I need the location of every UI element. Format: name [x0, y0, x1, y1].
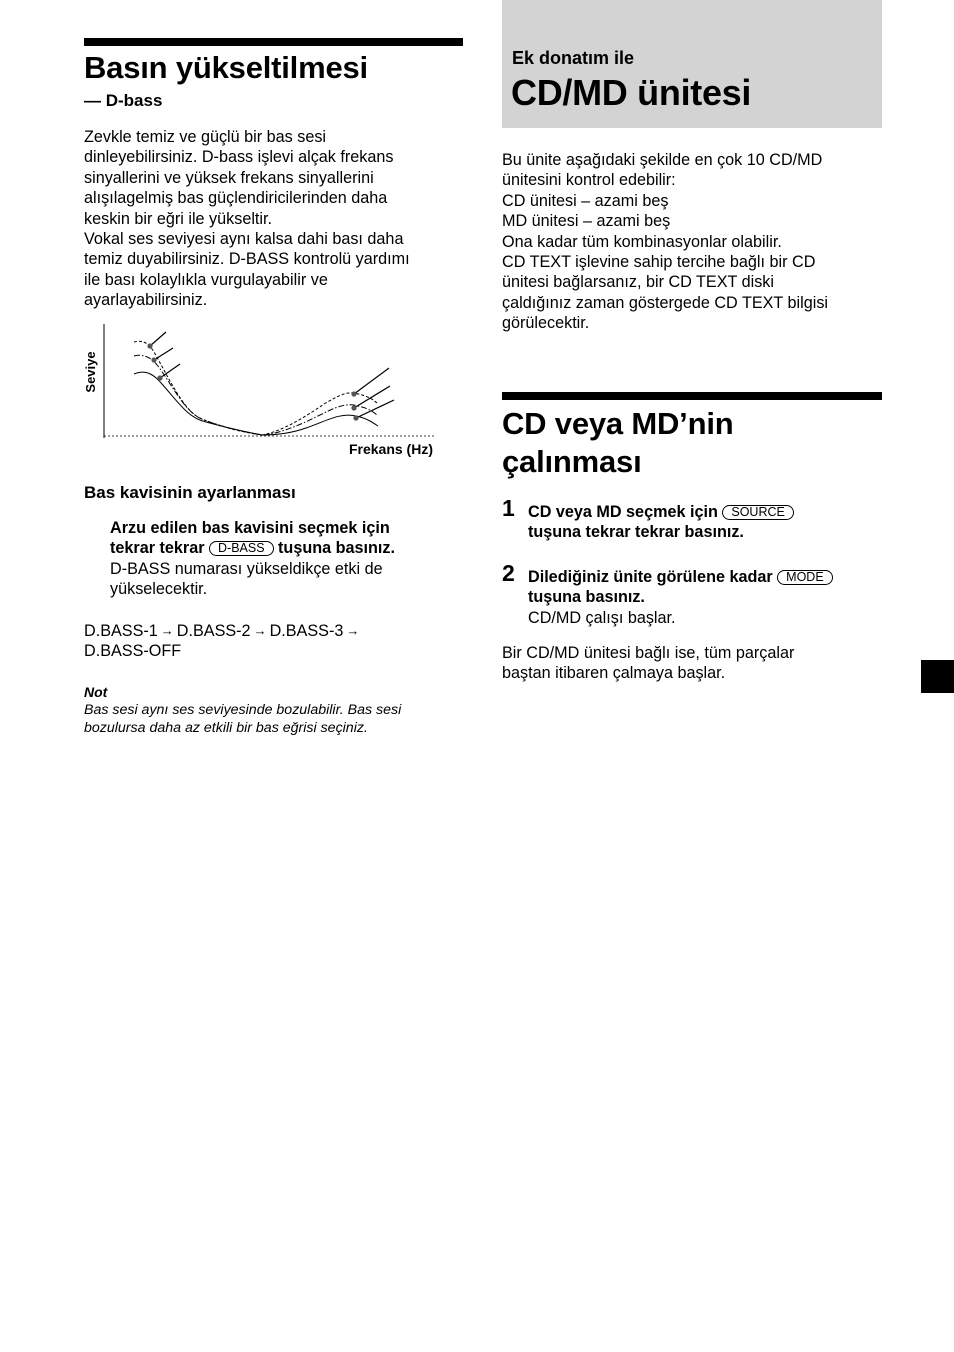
intro-line: sinyallerini ve yüksek frekans sinyallerini — [84, 168, 374, 187]
sequence-item: D.BASS-3 — [269, 622, 344, 640]
intro-line: dinleyebilirsiniz. D-bass işlevi alçak frekans — [84, 148, 394, 167]
step-number: 1 — [502, 495, 515, 521]
dbass-key: D-BASS — [209, 541, 274, 556]
curve-marker — [157, 375, 162, 380]
dbass-curve-diagram — [78, 318, 458, 463]
intro-line: Vokal ses seviyesi aynı kalsa dahi bası daha — [84, 230, 404, 249]
intro-line: ünitesi bağlarsanız, bir CD TEXT diski — [502, 273, 775, 292]
section-title-line: çalınması — [502, 444, 642, 479]
section-title-line: CD veya MD’nin — [502, 406, 734, 441]
step-key-line — [528, 567, 833, 587]
instruction-post: tuşuna basınız. — [278, 539, 395, 558]
intro-line: MD ünitesi – azami beş — [502, 212, 671, 231]
curve-marker — [151, 357, 156, 362]
page-subtitle: — D-bass — [84, 91, 163, 110]
step-post: tuşuna tekrar tekrar basınız. — [528, 523, 744, 542]
right-title-rule — [502, 392, 882, 400]
intro-line: keskin bir eğri ile yükseltir. — [84, 209, 273, 228]
intro-line: CD ünitesi – azami beş — [502, 191, 669, 210]
chapter-tab — [921, 660, 954, 693]
step-result: CD/MD çalışı başlar. — [528, 608, 676, 627]
curve-dbass-2 — [134, 355, 378, 435]
instruction-line: yükselecektir. — [110, 580, 208, 599]
curve-marker — [353, 415, 358, 420]
curve-dbass-1 — [134, 372, 378, 435]
intro-line: alışılagelmiş bas güçlendiricilerinden daha — [84, 189, 388, 208]
intro-line: Bu ünite aşağıdaki şekilde en çok 10 CD/MD — [502, 151, 823, 169]
intro-line: Ona kadar tüm kombinasyonlar olabilir. — [502, 232, 782, 251]
note-line: bozulursa daha az etkili bir bas eğrisi seçiniz. — [84, 720, 368, 736]
mode-key: MODE — [777, 570, 833, 585]
right-outro — [502, 643, 794, 684]
left-title-rule — [84, 38, 463, 46]
outro-line: Bir CD/MD ünitesi bağlı ise, tüm parçalar — [502, 644, 795, 662]
instruction-bold-line: Arzu edilen bas kavisini seçmek için — [110, 519, 390, 537]
step-post: tuşuna basınız. — [528, 588, 645, 607]
curve-marker — [147, 343, 152, 348]
x-axis-label: Frekans (Hz) — [348, 441, 433, 457]
intro-line: ayarlayabilirsiniz. — [84, 291, 208, 310]
section-title-bass-curve: Bas kavisinin ayarlanması — [84, 483, 296, 502]
arrow-right-icon: → — [253, 623, 267, 638]
marker-leader — [160, 364, 180, 378]
curve-marker — [351, 405, 356, 410]
curve-dbass-3 — [134, 341, 378, 435]
header-big: CD/MD ünitesi — [511, 72, 752, 113]
intro-line: ünitesini kontrol edebilir: — [502, 171, 676, 190]
note-title: Not — [84, 684, 108, 700]
instruction-key-line — [110, 538, 395, 558]
instruction-pre: tekrar tekrar — [110, 539, 205, 558]
arrow-right-icon: → — [160, 623, 174, 638]
bass-instruction — [110, 518, 395, 600]
sequence-line — [84, 621, 362, 641]
step-pre: Dilediğiniz ünite görülene kadar — [528, 568, 773, 586]
instruction-line: D-BASS numarası yükseldikçe etki de — [110, 559, 383, 578]
intro-line: Zevkle temiz ve güçlü bir bas sesi — [84, 128, 327, 146]
note-block — [84, 684, 401, 737]
dbass-sequence — [84, 621, 362, 662]
step-key-line — [528, 502, 794, 522]
intro-line: CD TEXT işlevine sahip tercihe bağlı bir CD — [502, 253, 816, 272]
y-axis-label: Seviye — [83, 351, 98, 393]
marker-leader — [150, 332, 166, 346]
curve-marker — [351, 391, 356, 396]
sequence-item: D.BASS-2 — [176, 622, 251, 640]
sequence-item: D.BASS-1 — [84, 622, 158, 640]
intro-line: ile bası kolaylıkla vurgulayabilir ve — [84, 270, 328, 289]
arrow-right-icon: → — [346, 623, 360, 638]
left-intro — [84, 127, 410, 311]
outro-line: baştan itibaren çalmaya başlar. — [502, 664, 726, 683]
page-title: Basın yükseltilmesi — [84, 50, 368, 85]
step-1 — [528, 502, 794, 543]
intro-line: temiz duyabilirsiniz. D-BASS kontrolü yardımı — [84, 250, 410, 269]
marker-leader — [154, 348, 173, 360]
right-intro — [502, 150, 828, 334]
step-2 — [528, 567, 833, 628]
header-small: Ek donatım ile — [512, 48, 635, 68]
note-line: Bas sesi aynı ses seviyesinde bozulabilir. Bas sesi — [84, 702, 402, 718]
sequence-item: D.BASS-OFF — [84, 642, 182, 661]
source-key: SOURCE — [722, 505, 793, 520]
section-title-play — [502, 405, 733, 481]
step-number: 2 — [502, 560, 515, 586]
intro-line: görülecektir. — [502, 314, 590, 333]
intro-line: çaldığınız zaman göstergede CD TEXT bilgisi — [502, 293, 829, 312]
step-pre: CD veya MD seçmek için — [528, 503, 718, 521]
